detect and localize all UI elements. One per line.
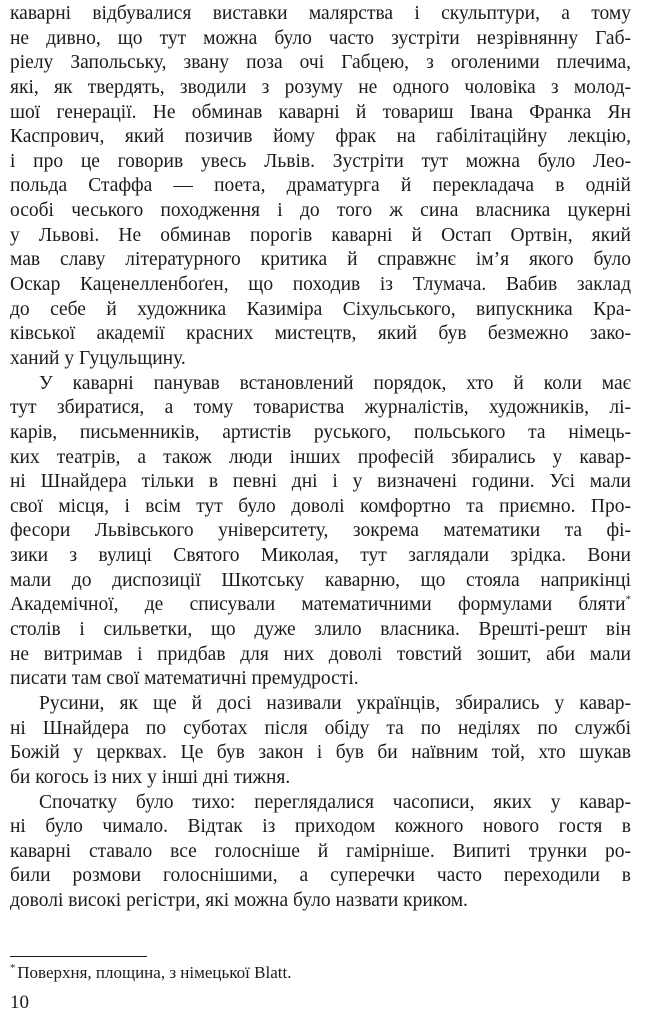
text-line: У каварні панував встановлений порядок, хто й коли має — [39, 372, 631, 394]
text-line: каварні ставало все голосніше й гамірніше. Випиті трунки ро- — [10, 840, 631, 862]
text-line: ні було чимало. Відтак із приходом кожного нового гостя в — [10, 816, 631, 838]
text-line: у Львові. Не обминав порогів каварні й Остап Ортвін, який — [10, 224, 631, 246]
paragraph — [10, 692, 631, 791]
text-line: Русини, як ще й досі називали українців, збирались у кавар- — [39, 692, 631, 714]
text-line: писати там свої математичні премудрості. — [10, 668, 359, 690]
text-line: карів, письменників, артистів руського, польського та німець- — [10, 421, 631, 443]
text-line: Оскар Каценелленбоґен, що походив із Тлумача. Вабив заклад — [10, 274, 631, 296]
text-line: ханий у Гуцульщину. — [10, 347, 186, 369]
text-line: ких театрів, а також люди інших професій збирались у кавар- — [10, 446, 631, 468]
text-line: і про це говорив увесь Львів. Зустріти тут можна було Лео- — [10, 150, 631, 172]
text-line: ківської академії красних мистецтв, який був безмежно зако- — [10, 323, 631, 345]
body-text — [10, 2, 631, 914]
text-line: Спочатку було тихо: переглядалися часописи, яких у кавар- — [39, 791, 631, 813]
text-line: свої місця, і всім тут було доволі комфортно та приємно. Про- — [10, 495, 631, 517]
text-line: Академічної, де списували математичними формулами бляти* — [10, 593, 631, 616]
footnote-ref-marker: * — [625, 593, 631, 606]
text-line: ні Шнайдера по суботах після обіду та по неділях по службі — [10, 717, 631, 739]
footnote — [10, 962, 630, 984]
text-line: не витримав і придбав для них доволі товстий зошит, аби мали — [10, 643, 631, 665]
text-line: Божій у церквах. Це був закон і був би наївним той, хто шукав — [10, 742, 631, 764]
text-line: ні Шнайдера тільки в певні дні і у визначені години. Усі мали — [10, 471, 631, 493]
text-line: ріелу Запольську, звану поза очі Габцею, з оголеними плечима, — [10, 52, 631, 74]
text-line: Каспрович, який позичив йому фрак на габілітаційну лекцію, — [10, 126, 631, 148]
text-line: до себе й художника Казиміра Сіхульського, випускника Кра- — [10, 298, 631, 320]
text-line: мали до диспозиції Шкотську каварню, що стояла наприкінці — [10, 569, 631, 591]
footnote-text: Поверхня, площина, з німецької Blatt. — [17, 963, 292, 982]
text-line: столів і сильветки, що дуже злило власника. Врешті-решт він — [10, 619, 631, 641]
text-line: каварні відбувалися виставки малярства і скульптури, а тому — [10, 3, 631, 24]
footnote-separator — [10, 956, 147, 957]
page-number: 10 — [10, 992, 29, 1013]
text-line: фесори Львівського університету, зокрема математики та фі- — [10, 520, 631, 542]
text-line: які, як твердять, зводили з розуму не одного чоловіка з молод- — [10, 76, 631, 98]
text-line: мав славу літературного критика й справжнє ім’я якого було — [10, 249, 631, 271]
paragraph — [10, 372, 631, 692]
text-line: тут збиратися, а тому товариства журналістів, художників, лі- — [10, 397, 631, 419]
text-line: били розмови голоснішими, а суперечки часто переходили в — [10, 865, 631, 887]
text-line: не дивно, що тут можна було часто зустріти незрівнянну Габ- — [10, 27, 631, 49]
text-line: польда Стаффа — поета, драматурга й перекладача в одній — [10, 175, 631, 197]
text-line: шої генерації. Не обминав каварні й товариш Івана Франка Ян — [10, 101, 631, 123]
text-line: особі чеського походження і до того ж сина власника цукерні — [10, 200, 631, 222]
footnote-marker: * — [10, 963, 16, 975]
paragraph — [10, 791, 631, 914]
text-line: би когось із них у інші дні тижня. — [10, 766, 291, 788]
paragraph — [10, 2, 631, 372]
text-line: доволі високі регістри, які можна було назвати криком. — [10, 890, 468, 912]
text-line: зики з вулиці Святого Миколая, тут заглядали зрідка. Вони — [10, 545, 631, 567]
